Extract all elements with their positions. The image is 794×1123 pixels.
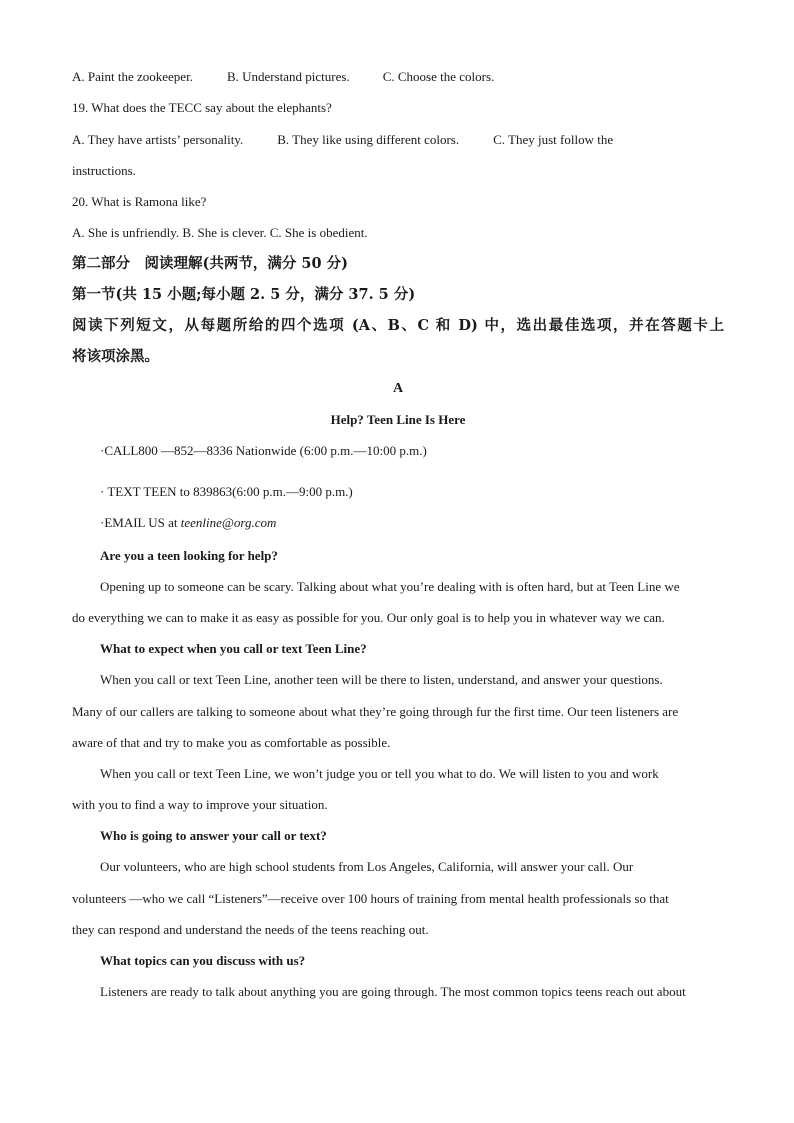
part2-heading: 第二部分 阅读理解(共两节，满分 50 分) [72, 255, 348, 272]
passage-title: Help? Teen Line Is Here [330, 412, 466, 427]
paragraph-5-line-1: Listeners are ready to talk about anything you are going through. The most common topics teens reach out about [100, 984, 686, 999]
q20-stem: 20. What is Ramona like? [72, 194, 207, 209]
section1-heading: 第一节(共 15 小题;每小题 2. 5 分，满分 37. 5 分) [72, 286, 416, 303]
contact-email-prefix: ·EMAIL US at [100, 515, 181, 530]
q19-option-a[interactable]: A. They have artists’ personality. [72, 132, 244, 147]
paragraph-1-line-1: Opening up to someone can be scary. Talking about what you’re dealing with is often hard, but at Teen Line we [100, 579, 680, 594]
paragraph-4-line-2: volunteers —who we call “Listeners”—receive over 100 hours of training from mental health professionals so that [72, 891, 669, 906]
paragraph-2-line-1: When you call or text Teen Line, another teen will be there to listen, understand, and answer your questions. [100, 672, 663, 687]
instruction-line-2: 将该项涂黑。 [72, 348, 159, 365]
email-link[interactable]: teenline@org.com [180, 515, 277, 530]
heading-what-to-expect: What to expect when you call or text Teen Line? [100, 641, 367, 656]
paragraph-2-line-3: aware of that and try to make you as comfortable as possible. [72, 735, 391, 750]
q19-option-c-continued: instructions. [72, 163, 136, 178]
q19-option-c[interactable]: C. They just follow the [493, 132, 614, 147]
q18-option-a[interactable]: A. Paint the zookeeper. [72, 69, 193, 84]
q18-options [72, 68, 494, 86]
contact-text: · TEXT TEEN to 839863(6:00 p.m.—9:00 p.m.) [100, 484, 353, 499]
q19-stem: 19. What does the TECC say about the elephants? [72, 100, 332, 115]
paragraph-4-line-1: Our volunteers, who are high school students from Los Angeles, California, will answer your call. Our [100, 859, 634, 874]
q18-option-b[interactable]: B. Understand pictures. [226, 69, 350, 84]
heading-who-answers: Who is going to answer your call or text? [100, 828, 327, 843]
q19-options [72, 131, 613, 149]
q18-option-c[interactable]: C. Choose the colors. [382, 69, 495, 84]
heading-topics: What topics can you discuss with us? [100, 953, 306, 968]
paragraph-3-line-1: When you call or text Teen Line, we won’t judge you or tell you what to do. We will listen to you and work [100, 766, 659, 781]
contact-email [100, 514, 276, 532]
passage-letter: A [392, 381, 404, 396]
q19-option-b[interactable]: B. They like using different colors. [277, 132, 460, 147]
q20-options[interactable]: A. She is unfriendly. B. She is clever. C. She is obedient. [72, 225, 368, 240]
instruction-line-1: 阅读下列短文，从每题所给的四个选项 (A、B、C 和 D) 中，选出最佳选项，并在答题卡上 [72, 317, 724, 334]
paragraph-2-line-2: Many of our callers are talking to someone about what they’re going through fur the first time. Our teen listeners are [72, 704, 679, 719]
contact-call: ·CALL800 —852—8336 Nationwide (6:00 p.m.—10:00 p.m.) [100, 443, 427, 458]
heading-looking-for-help: Are you a teen looking for help? [100, 548, 278, 563]
paragraph-1-line-2: do everything we can to make it as easy as possible for you. Our only goal is to help you in whatever way we can. [72, 610, 665, 625]
paragraph-3-line-2: with you to find a way to improve your situation. [72, 797, 328, 812]
paragraph-4-line-3: they can respond and understand the needs of the teens reaching out. [72, 922, 429, 937]
